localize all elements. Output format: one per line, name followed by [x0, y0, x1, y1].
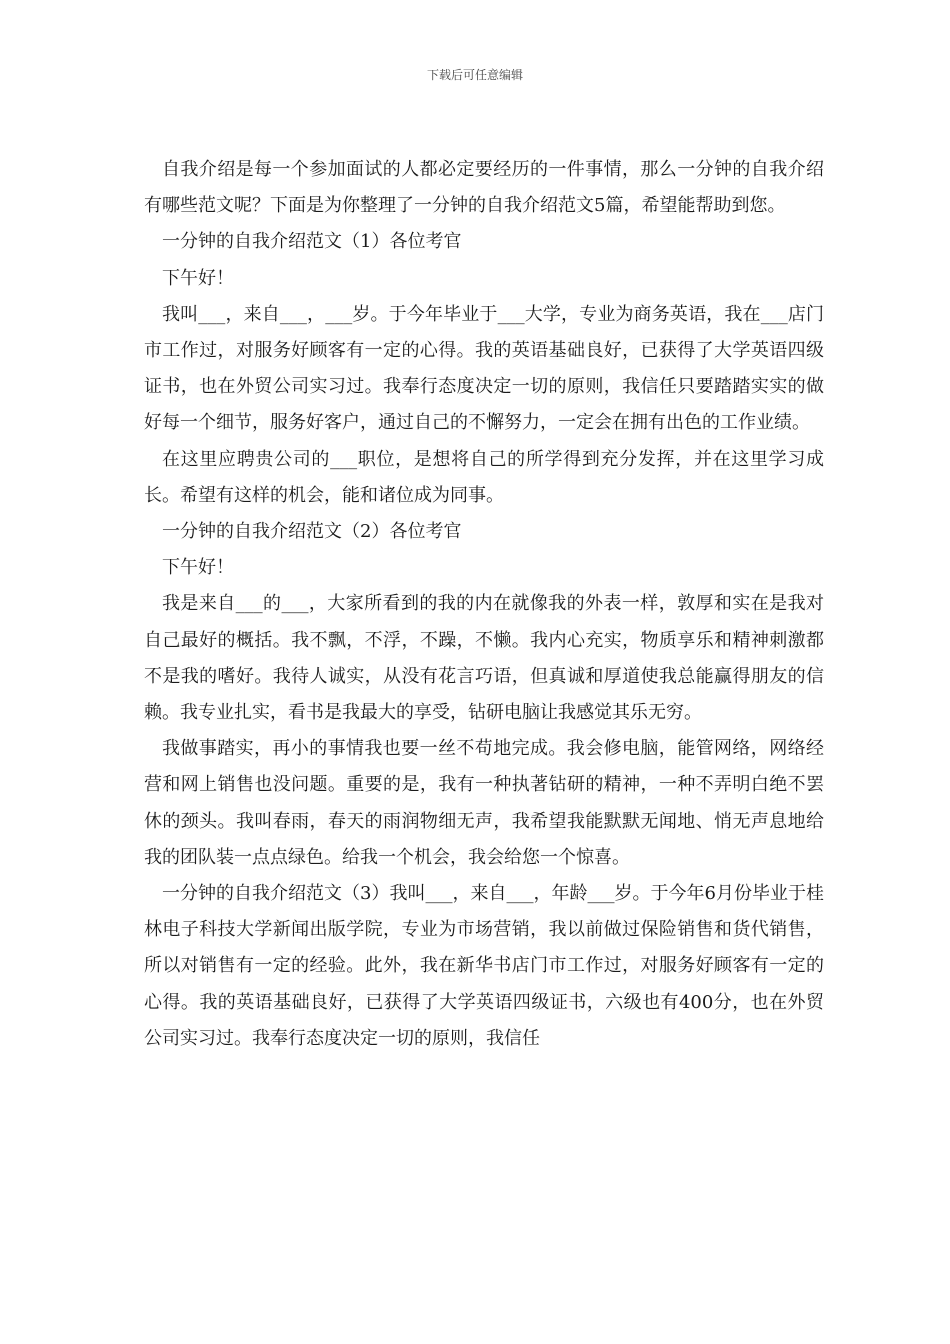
sample-2-body-paragraph: 我是来自___的___，大家所看到的我的内在就像我的外表一样，敦厚和实在是我对自己最好的概括。我不飘，不浮，不躁，不懒。我内心充实，物质享乐和精神刺激都不是我的嗜好。我待人诚实，从没有花言巧语，但真诚和厚道使我总能赢得朋友的信赖。我专业扎实，看书是我最大的享受，钻研电脑让我感觉其乐无穷。: [144, 593, 824, 724]
sample-1-heading: 一分钟的自我介绍范文（1）各位考官: [162, 231, 462, 253]
sample-1-greeting: 下午好！: [162, 267, 234, 289]
intro-paragraph: 自我介绍是每一个参加面试的人都必定要经历的一件事情，那么一分钟的自我介绍有哪些范文呢？下面是为你整理了一分钟的自我介绍范文5篇，希望能帮助到您。: [144, 159, 824, 217]
sample-2-heading: 一分钟的自我介绍范文（2）各位考官: [162, 521, 462, 543]
page-header-note: 下载后可任意编辑: [426, 68, 523, 82]
sample-1-body-paragraph: 我叫___，来自___，___岁。于今年毕业于___大学，专业为商务英语，我在___店门市工作过，对服务好顾客有一定的心得。我的英语基础良好，已获得了大学英语四级证书，也在外贸公司实习过。我奉行态度决定一切的原则，我信任只要踏踏实实的做好每一个细节，服务好客户，通过自己的不懈努力，一定会在拥有出色的工作业绩。: [144, 303, 824, 434]
sample-2-closing-paragraph: 我做事踏实，再小的事情我也要一丝不苟地完成。我会修电脑，能管网络，网络经营和网上销售也没问题。重要的是，我有一种执著钻研的精神，一种不弄明白绝不罢休的颈头。我叫春雨，春天的雨润物细无声，我希望我能默默无闻地、悄无声息地给我的团队装一点点绿色。给我一个机会，我会给您一个惊喜。: [144, 738, 824, 868]
sample-2-greeting: 下午好！: [162, 557, 234, 579]
sample-3-paragraph: 一分钟的自我介绍范文（3）我叫___，来自___，年龄___岁。于今年6月份毕业于桂林电子科技大学新闻出版学院，专业为市场营销，我以前做过保险销售和货代销售，所以对销售有一定的经验。此外，我在新华书店门市工作过，对服务好顾客有一定的心得。我的英语基础良好，已获得了大学英语四级证书，六级也有400分，也在外贸公司实习过。我奉行态度决定一切的原则，我信任: [144, 883, 824, 1049]
sample-1-closing-paragraph: 在这里应聘贵公司的___职位，是想将自己的所学得到充分发挥，并在这里学习成长。希望有这样的机会，能和诸位成为同事。: [144, 448, 824, 506]
document-body: [144, 152, 824, 1057]
